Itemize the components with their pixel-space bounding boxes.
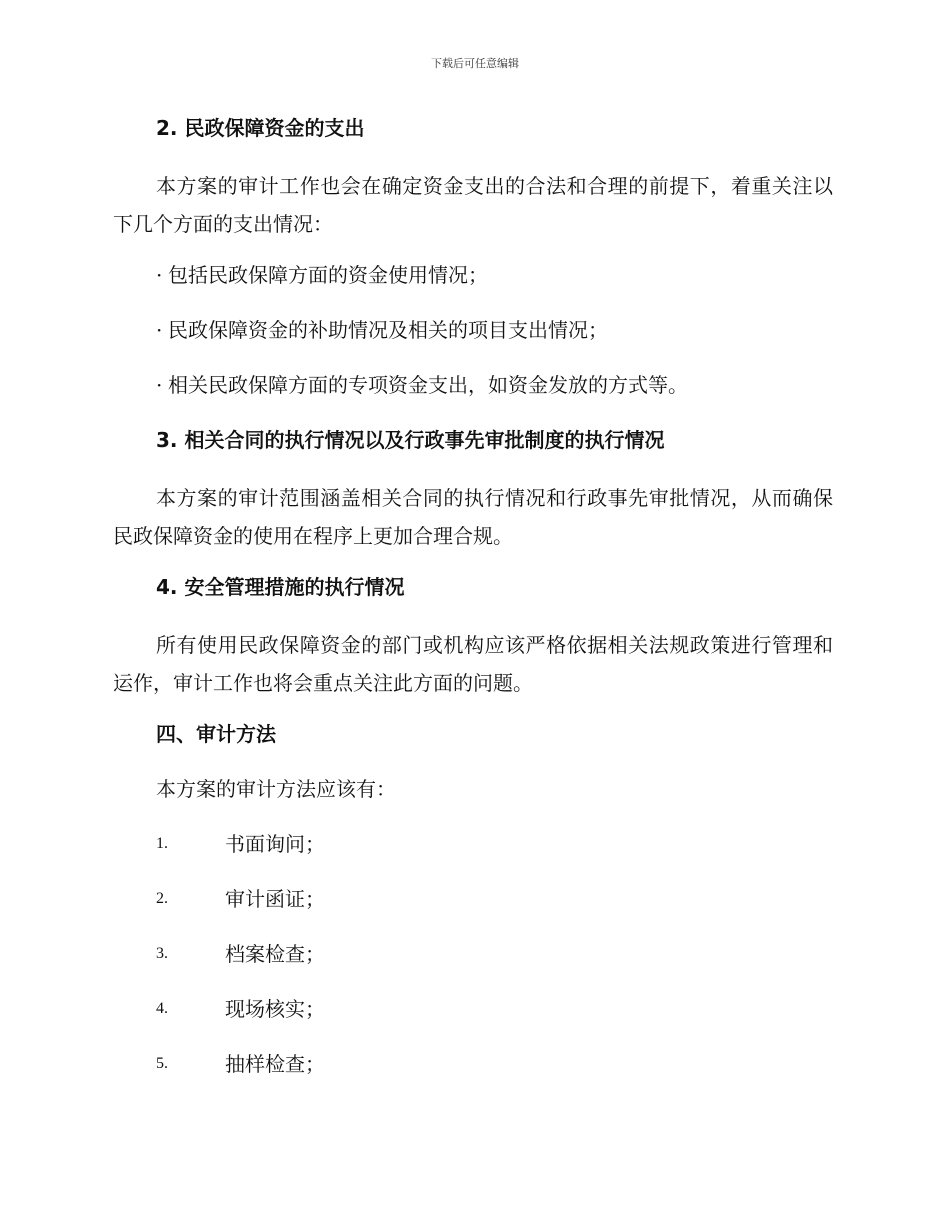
section-3-heading: 3. 相关合同的执行情况以及行政事先审批制度的执行情况	[156, 428, 665, 452]
method-number: 5.	[156, 1055, 168, 1072]
page-header: 下载后可任意编辑	[431, 57, 519, 70]
method-number: 4.	[156, 1000, 168, 1017]
method-number: 1.	[156, 835, 168, 852]
method-number: 2.	[156, 890, 168, 907]
section-3-paragraph: 本方案的审计范围涵盖相关合同的执行情况和行政事先审批情况，从而确保民政保障资金的使用在程序上更加合理合规。	[113, 486, 833, 548]
method-text: 抽样检查；	[225, 1052, 325, 1076]
method-item	[113, 993, 833, 1025]
bullet-item	[113, 314, 833, 346]
bullet-text: 相关民政保障方面的专项资金支出，如资金发放的方式等。	[168, 373, 688, 397]
bullet-item	[113, 259, 833, 291]
document-body	[113, 112, 833, 1103]
method-item	[113, 938, 833, 970]
method-text: 审计函证；	[225, 887, 325, 911]
bullet-text: 包括民政保障方面的资金使用情况；	[168, 263, 488, 287]
bullet-dot: ·	[156, 263, 163, 287]
bullet-dot: ·	[156, 373, 163, 397]
section-2-heading: 2. 民政保障资金的支出	[156, 116, 365, 140]
methods-intro: 本方案的审计方法应该有：	[156, 777, 396, 801]
chapter-4-heading: 四、审计方法	[156, 722, 276, 746]
bullet-dot: ·	[156, 318, 163, 342]
section-4-heading: 4. 安全管理措施的执行情况	[156, 575, 405, 599]
method-text: 档案检查；	[225, 942, 325, 966]
bullet-text: 民政保障资金的补助情况及相关的项目支出情况；	[168, 318, 608, 342]
method-text: 现场核实；	[225, 997, 325, 1021]
method-item	[113, 1048, 833, 1080]
method-item	[113, 828, 833, 860]
method-text: 书面询问；	[225, 832, 325, 856]
section-4-paragraph: 所有使用民政保障资金的部门或机构应该严格依据相关法规政策进行管理和运作，审计工作也将会重点关注此方面的问题。	[113, 633, 833, 695]
bullet-item	[113, 369, 833, 401]
method-number: 3.	[156, 945, 168, 962]
method-item	[113, 883, 833, 915]
section-2-paragraph: 本方案的审计工作也会在确定资金支出的合法和合理的前提下，着重关注以下几个方面的支出情况：	[113, 174, 833, 236]
